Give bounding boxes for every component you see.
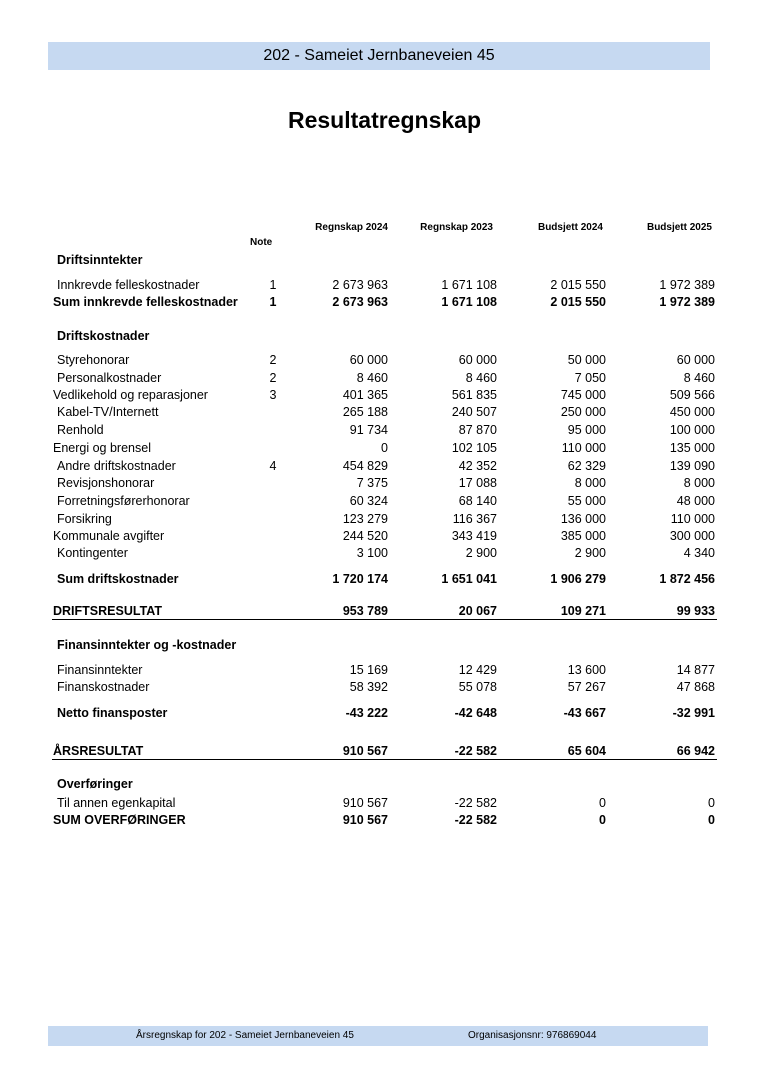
footer-document-name: Årsregnskap for 202 - Sameiet Jernbaneveien 45	[136, 1030, 354, 1041]
table-row-sum-innkrevde: Sum innkrevde felleskostnader 1 2 673 963 1 671 108 2 015 550 1 972 389	[53, 295, 715, 309]
footer-org-number: Organisasjonsnr: 976869044	[468, 1030, 597, 1041]
column-header-regnskap-2024: Regnskap 2024	[315, 222, 388, 233]
table-row: Kommunale avgifter 244 520 343 419 385 000 300 000	[53, 529, 715, 543]
table-row: Kabel-TV/Internett 265 188 240 507 250 000 450 000	[57, 405, 715, 419]
table-row: Finanskostnader 58 392 55 078 57 267 47 868	[57, 680, 715, 694]
column-header-note: Note	[250, 237, 273, 248]
table-row-netto-finansposter: Netto finansposter -43 222 -42 648 -43 667 -32 991	[57, 706, 715, 720]
table-row-arsresultat: ÅRSRESULTAT 910 567 -22 582 65 604 66 942	[53, 744, 715, 758]
document-title: Resultatregnskap	[287, 107, 481, 133]
arsresultat-underline	[52, 759, 717, 760]
table-row: Finansinntekter 15 169 12 429 13 600 14 877	[57, 663, 715, 677]
column-header-budsjett-2024: Budsjett 2024	[537, 222, 603, 233]
table-row: Revisjonshonorar 7 375 17 088 8 000 8 000	[57, 476, 715, 490]
table-row: Vedlikehold og reparasjoner 3 401 365 561 835 745 000 509 566	[53, 388, 715, 402]
section-heading-overforinger: Overføringer	[57, 777, 133, 791]
section-heading-driftskostnader: Driftskostnader	[57, 329, 150, 343]
table-row: Personalkostnader 2 8 460 8 460 7 050 8 460	[57, 371, 715, 385]
table-row: Renhold 91 734 87 870 95 000 100 000	[57, 423, 715, 437]
section-heading-finans: Finansinntekter og -kostnader	[57, 638, 237, 652]
table-row-sum-overforinger: SUM OVERFØRINGER 910 567 -22 582 0 0	[53, 813, 715, 827]
table-row: Til annen egenkapital 910 567 -22 582 0 0	[57, 796, 715, 810]
driftsresultat-underline	[52, 619, 717, 620]
section-heading-driftsinntekter: Driftsinntekter	[57, 253, 143, 267]
table-row: Andre driftskostnader 4 454 829 42 352 62 329 139 090	[57, 459, 715, 473]
table-row: Kontingenter 3 100 2 900 2 900 4 340	[57, 546, 715, 560]
table-row: Styrehonorar 2 60 000 60 000 50 000 60 000	[57, 353, 715, 367]
page-footer	[48, 1026, 708, 1046]
page-header: 202 - Sameiet Jernbaneveien 45	[48, 42, 710, 70]
table-row: Innkrevde felleskostnader 1 2 673 963 1 671 108 2 015 550 1 972 389	[57, 278, 715, 292]
table-row: Forretningsførerhonorar 60 324 68 140 55 000 48 000	[57, 494, 715, 508]
column-header-budsjett-2025: Budsjett 2025	[646, 222, 712, 233]
table-row-sum-driftskostnader: Sum driftskostnader 1 720 174 1 651 041 1 906 279 1 872 456	[57, 572, 715, 586]
table-row: Forsikring 123 279 116 367 136 000 110 000	[57, 512, 715, 526]
column-header-regnskap-2023: Regnskap 2023	[420, 222, 493, 233]
table-row: Energi og brensel 0 102 105 110 000 135 000	[53, 441, 715, 455]
table-row-driftsresultat: DRIFTSRESULTAT 953 789 20 067 109 271 99 933	[53, 604, 715, 618]
